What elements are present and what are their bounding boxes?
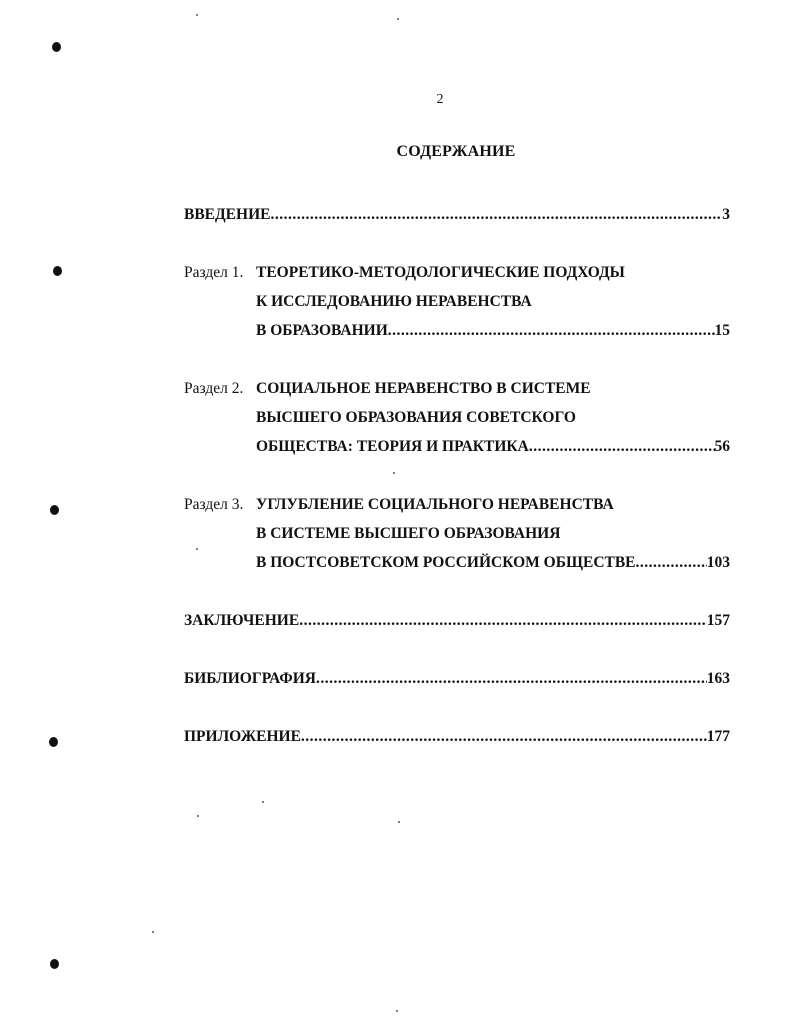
toc-entry-page: 177 [706,728,730,745]
toc-entry-label: ПРИЛОЖЕНИЕ [184,728,301,745]
scan-speck [397,18,399,20]
toc-entry-label: ЗАКЛЮЧЕНИЕ [184,612,300,629]
toc-entry-page: 56 [714,438,730,455]
section-title-line: В СИСТЕМЕ ВЫСШЕГО ОБРАЗОВАНИЯ [256,525,561,542]
section-prefix: Раздел 3. [184,496,244,513]
toc-title: СОДЕРЖАНИЕ [396,143,516,160]
dot-leader [301,722,707,751]
scan-speck [197,815,199,817]
binder-hole [49,737,58,747]
section-title-line: ВЫСШЕГО ОБРАЗОВАНИЯ СОВЕТСКОГО [256,409,576,426]
scan-speck [196,14,198,16]
table-of-contents [184,200,730,751]
toc-entry-appendix[interactable] [184,722,730,751]
toc-entry-introduction[interactable] [184,200,730,229]
dot-leader [636,548,707,577]
section-title-line: УГЛУБЛЕНИЕ СОЦИАЛЬНОГО НЕРАВЕНСТВА [256,496,614,513]
toc-entry-page: 3 [722,206,730,223]
toc-entry-bibliography[interactable] [184,664,730,693]
dot-leader [299,606,707,635]
toc-entry-page: 163 [706,670,730,687]
section-prefix: Раздел 2. [184,380,244,397]
binder-hole [52,42,61,52]
toc-entry-label: ВВЕДЕНИЕ [184,206,271,223]
section-title-line: В ОБРАЗОВАНИИ [256,322,388,339]
dot-leader [316,664,707,693]
dot-leader [529,432,715,461]
section-prefix: Раздел 1. [184,264,244,281]
binder-hole [50,959,59,969]
dot-leader [388,316,715,345]
section-title-line: ОБЩЕСТВА: ТЕОРИЯ И ПРАКТИКА [256,438,529,455]
toc-entry-section-3[interactable] [184,490,730,577]
section-title-line: К ИССЛЕДОВАНИЮ НЕРАВЕНСТВА [256,293,532,310]
section-title-line: ТЕОРЕТИКО-МЕТОДОЛОГИЧЕСКИЕ ПОДХОДЫ [256,264,625,281]
section-title-line: В ПОСТСОВЕТСКОМ РОССИЙСКОМ ОБЩЕСТВЕ [256,554,636,571]
scan-speck [398,821,400,823]
toc-entry-page: 103 [706,554,730,571]
toc-entry-page: 157 [706,612,730,629]
toc-entry-label: БИБЛИОГРАФИЯ [184,670,316,687]
page-number: 2 [436,92,444,107]
toc-entry-section-2[interactable] [184,374,730,461]
toc-entry-page: 15 [714,322,730,339]
binder-hole [53,266,62,276]
scan-speck [262,801,264,803]
scan-speck [396,1010,398,1012]
toc-entry-conclusion[interactable] [184,606,730,635]
scan-speck [152,931,154,933]
section-title-line: СОЦИАЛЬНОЕ НЕРАВЕНСТВО В СИСТЕМЕ [256,380,591,397]
binder-hole [50,505,59,515]
dot-leader [270,200,722,229]
toc-entry-section-1[interactable] [184,258,730,345]
